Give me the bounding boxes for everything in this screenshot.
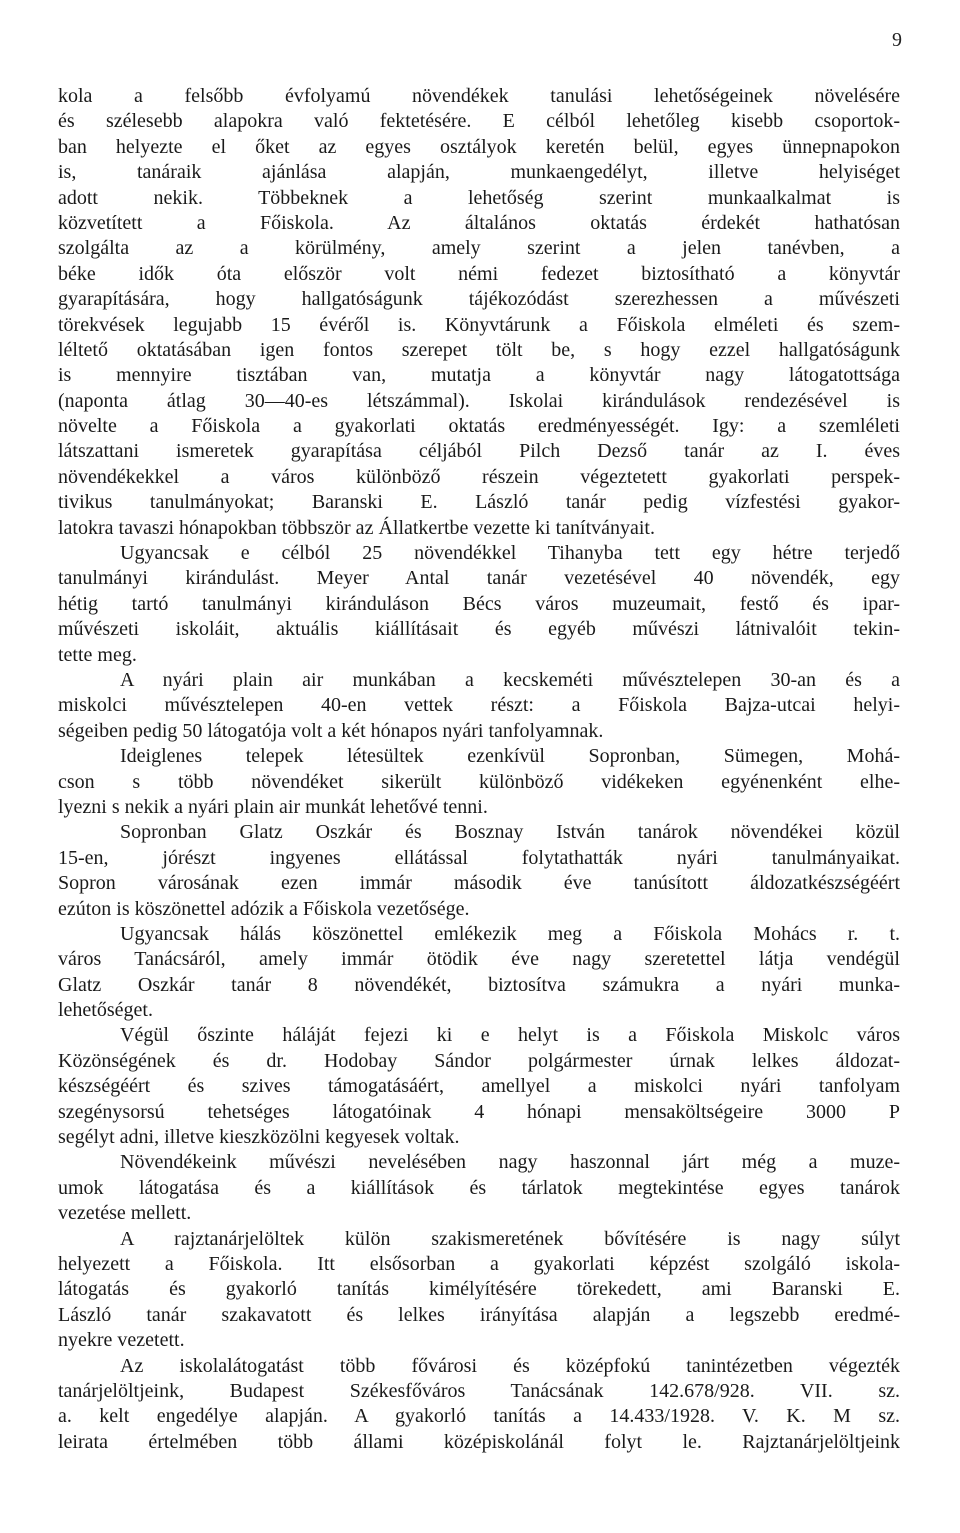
text-line: Ideiglenes telepek létesültek ezenkívül Sopronban, Sümegen, Mohá-: [120, 745, 900, 768]
text-line: ban helyezte el őket az egyes osztályok keretén belül, egyes ünnepnapokon: [58, 135, 900, 158]
text-line: tette meg.: [58, 643, 137, 666]
text-line: Közönségének és dr. Hodobay Sándor polgármester úrnak lelkes áldozat-: [58, 1049, 900, 1072]
text-line: miskolci művésztelepen 40-en vettek részt: a Főiskola Bajza-utcai helyi-: [58, 694, 900, 717]
text-line: nyekre vezetett.: [58, 1329, 185, 1352]
text-line: tivikus tanulmányokat; Baranski E. László tanár pedig vízfestési gyakor-: [58, 491, 900, 514]
text-line: adott nekik. Többeknek a lehetőség szerint munkaalkalmat is: [58, 186, 900, 209]
text-line: László tanár szakavatott és lelkes irányítása alapján a legszebb eredmé-: [58, 1303, 900, 1326]
text-line: tanulmányi kirándulást. Meyer Antal tanár vezetésével 40 növendék, egy: [58, 567, 900, 590]
text-line: helyezett a Főiskola. Itt elsősorban a gyakorlati képzést szolgáló iskola-: [58, 1252, 900, 1275]
text-line: Sopronban Glatz Oszkár és Bosznay István tanárok növendékei közül: [120, 821, 900, 844]
text-line: tanárjelöltjeink, Budapest Székesfőváros Tanácsának 142.678/928. VII. sz.: [58, 1379, 900, 1402]
text-line: lyezni s nekik a nyári plain air munkát lehetővé tenni.: [58, 795, 488, 818]
text-line: béke idők óta először volt némi fedezet biztosítható a könyvtár: [58, 262, 900, 285]
text-line: látszattani ismeretek gyarapítása céljából Pilch Dezső tanár az I. éves: [58, 440, 900, 463]
text-line: kola a felsőbb évfolyamú növendékek tanulási lehetőségeinek növelésére: [58, 85, 900, 107]
text-line: Végül őszinte háláját fejezi ki e helyt is a Főiskola Miskolc város: [120, 1024, 900, 1047]
text-line: leirata értelmében több állami középiskolánál folyt le. Rajztanárjelöltjeink: [58, 1430, 900, 1453]
text-line: és szélesebb alapokra való fektetésére. E célból lehetőleg kisebb csoportok-: [58, 110, 900, 133]
text-line: Növendékeink művészi nevelésében nagy haszonnal járt még a muze-: [120, 1151, 900, 1174]
text-line: város Tanácsáról, amely immár ötödik éve nagy szeretettel látja vendégül: [58, 948, 900, 971]
text-line: készségéért és szives támogatásáért, amellyel a miskolci nyári tanfolyam: [58, 1075, 900, 1098]
text-line: ezúton is köszönettel adózik a Főiskola vezetősége.: [58, 897, 470, 920]
body-text: [58, 84, 900, 1455]
text-line: Sopron városának ezen immár második éve tanúsított áldozatkészségéért: [58, 872, 900, 895]
text-line: 15-en, jórészt ingyenes ellátással folytathatták nyári tanulmányaikat.: [58, 846, 900, 869]
text-line: lehetőséget.: [58, 999, 153, 1022]
text-line: látogatás és gyakorló tanítás kimélyítésére törekedett, ami Baranski E.: [58, 1278, 900, 1301]
text-line: szolgálta az a körülmény, amely szerint a jelen tanévben, a: [58, 237, 900, 260]
text-line: cson s több növendéket sikerült különböző vidékeken egyénenként elhe-: [58, 770, 900, 793]
text-line: szegénysorsú tehetséges látogatóinak 4 hónapi mensaköltségeire 3000 P: [58, 1100, 900, 1123]
text-line: is, tanáraik ajánlása alapján, munkaengedélyt, illetve helyiséget: [58, 161, 900, 184]
text-line: Az iskolalátogatást több fővárosi és középfokú tanintézetben végezték: [120, 1354, 900, 1377]
text-line: közvetített a Főiskola. Az általános oktatás érdekét hathatósan: [58, 211, 900, 234]
text-line: növendékekkel a város különböző részein végeztetett gyakorlati perspek-: [58, 465, 900, 488]
text-line: (naponta átlag 30—40-es létszámmal). Iskolai kirándulások rendezésével is: [58, 389, 900, 412]
text-line: vezetése mellett.: [58, 1202, 192, 1225]
text-line: ségeiben pedig 50 látogatója volt a két hónapos nyári tanfolyamnak.: [58, 719, 604, 742]
text-line: művészeti iskoláit, aktuális kiállításait és egyéb művészi látnivalóit tekin-: [58, 618, 900, 641]
text-line: latokra tavaszi hónapokban többször az Állatkertbe vezette ki tanítványait.: [58, 516, 655, 539]
text-line: a. kelt engedélye alapján. A gyakorló tanítás a 14.433/1928. V. K. M sz.: [58, 1405, 900, 1428]
text-line: Ugyancsak hálás köszönettel emlékezik meg a Főiskola Mohács r. t.: [120, 922, 900, 945]
text-line: növelte a Főiskola a gyakorlati oktatás eredményességét. Igy: a szemléleti: [58, 415, 900, 438]
page-number: 9: [892, 29, 902, 51]
text-line: léltető oktatásában igen fontos szerepet tölt be, s hogy ezzel hallgatóságunk: [58, 338, 900, 361]
text-line: gyarapítására, hogy hallgatóságunk tájékozódást szerezhessen a művészeti: [58, 288, 900, 311]
text-line: A rajztanárjelöltek külön szakismeretének bővítésére is nagy súlyt: [120, 1227, 900, 1250]
text-line: Glatz Oszkár tanár 8 növendékét, biztosítva számukra a nyári munka-: [58, 973, 900, 996]
text-line: is mennyire tisztában van, mutatja a könyvtár nagy látogatottsága: [58, 364, 900, 387]
text-line: törekvések legujabb 15 évéről is. Könyvtárunk a Főiskola elméleti és szem-: [58, 313, 900, 336]
text-line: umok látogatása és a kiállítások és tárlatok megtekintése egyes tanárok: [58, 1176, 900, 1199]
text-line: A nyári plain air munkában a kecskeméti művésztelepen 30-an és a: [120, 668, 900, 691]
text-line: segélyt adni, illetve kieszközölni kegyesek voltak.: [58, 1126, 460, 1149]
text-line: Ugyancsak e célból 25 növendékkel Tihanyba tett egy hétre terjedő: [120, 542, 900, 565]
text-line: hétig tartó tanulmányi kiránduláson Bécs város muzeumait, festő és ipar-: [58, 592, 900, 615]
